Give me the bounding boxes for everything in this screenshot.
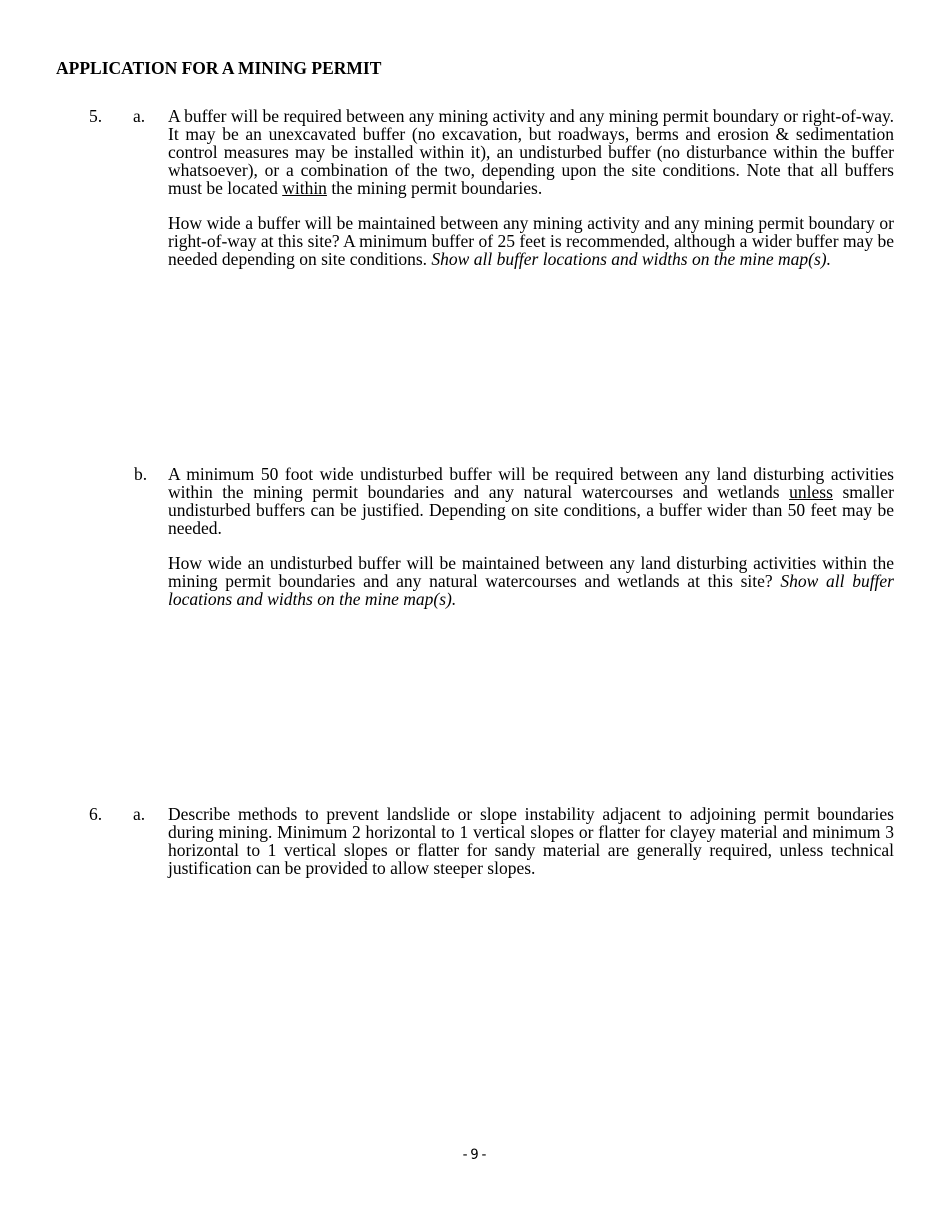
subitem-letter-6a: a. (133, 804, 146, 824)
underlined-within: within (282, 178, 327, 198)
item-number-5: 5. (89, 106, 103, 126)
text-5b-part2: smaller undisturbed buffers can be justified. Depending on site conditions, a buffer wider than 50 feet may be needed. (168, 482, 894, 538)
subitem-letter-5b: b. (134, 464, 148, 484)
paragraph-6a-instructions: Describe methods to prevent landslide or slope instability adjacent to adjoining permit boundaries during mining. Minimum 2 horizontal to 1 vertical slopes or flatter for clayey material and minimum 3 horizontal to 1 vertical slopes or flatter for sandy material are generally required, unless technical justification can be provided to allow steeper slopes. (168, 804, 894, 878)
paragraph-5b-instructions (168, 465, 894, 537)
paragraph-5a-question (168, 214, 894, 268)
italic-5a-map-note: Show all buffer locations and widths on the mine map(s). (431, 249, 831, 269)
subitem-letter-5a: a. (133, 106, 146, 126)
text-5a-part2: the mining permit boundaries. (326, 178, 543, 198)
paragraph-5b-question (168, 554, 894, 608)
item-number-6: 6. (89, 804, 103, 824)
text-5b-question: How wide an undisturbed buffer will be maintained between any land disturbing activities within the mining permit boundaries and any natural watercourses and wetlands at this site? (168, 553, 894, 591)
paragraph-5a-instructions (168, 107, 894, 197)
page-number: -9- (460, 1147, 490, 1163)
text-5a-part1: A buffer will be required between any mining activity and any mining permit boundary or right-of-way. It may be an unexcavated buffer (no excavation, but roadways, berms and erosion & sedimentation control measures may be installed within it), an undisturbed buffer (no disturbance within the buffer whatsoever), or a combination of the two, depending upon the site conditions. Note that all buffers must be located (168, 106, 894, 198)
italic-5b-map-note: Show all buffer locations and widths on the mine map(s). (168, 571, 894, 609)
underlined-unless: unless (789, 482, 833, 502)
text-5a-question: How wide a buffer will be maintained between any mining activity and any mining permit boundary or right-of-way at this site? A minimum buffer of 25 feet is recommended, although a wider buffer may be needed depending on site conditions. (168, 213, 894, 269)
page-title: APPLICATION FOR A MINING PERMIT (56, 58, 382, 78)
text-5b-part1: A minimum 50 foot wide undisturbed buffer will be required between any land disturbing activities within the mining permit boundaries and any natural watercourses and wetlands (168, 464, 894, 502)
